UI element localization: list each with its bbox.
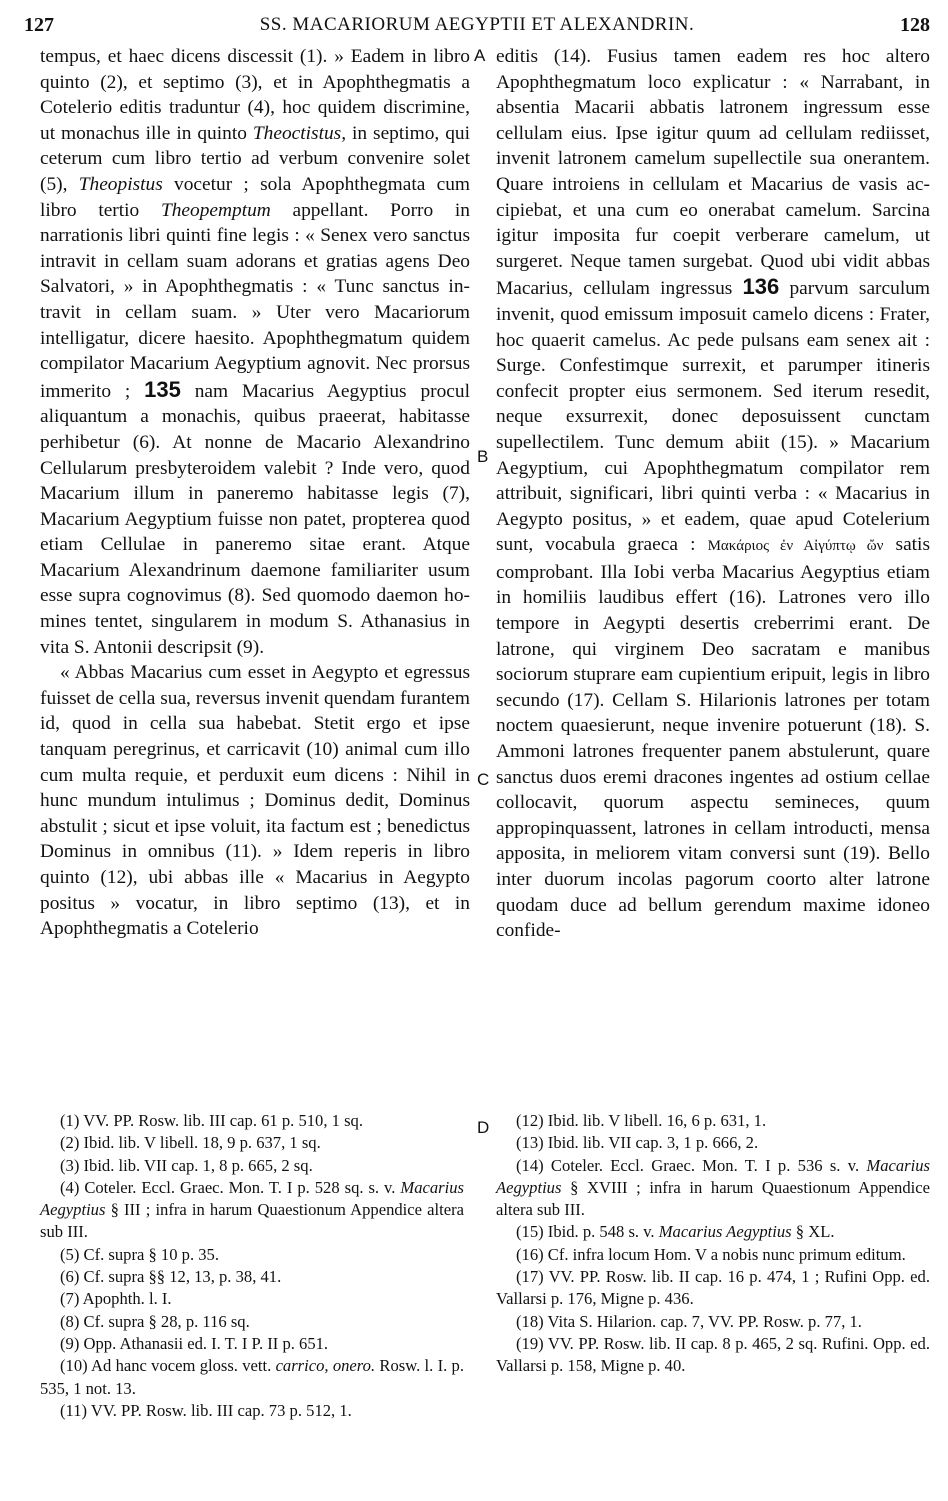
footnotes-left-column	[40, 1110, 464, 1422]
margin-letter-d: D	[477, 1118, 490, 1137]
greek-phrase: Μακάριος ἐν Αἰγύπτῳ ὤν	[707, 538, 884, 555]
main-text-right-column	[496, 44, 930, 944]
paragraph: editis (14). Fusius tamen eadem res hoc altero Apophthegmatum loco explicatur : « Narrabant, in absentia Macarii abbatis latronem ingressum esse cellulam eius. Ipse igitur quum ad cellulam rediisset, invenit latronem camelum supellectile sua onerantem. Quare introiens in cellulam et Macarius de vasis accipiebat, et una cum eo onerabat camelum. Sarcina igitur imposita fur coepit verberare camelum, ut surgeret. Neque tamen surgebat. Quod ubi vidit abbas Macarius, cellulam ingressus 136 parvum sarculum invenit, quod emissum imposuit camelo dicens : Frater, hoc quaerit camelus. Ac pede pulsans eam senex ait : Surge. Confestimque surrexit, et parumper itineris confecit propter eius sermonem. Sed iterum resedit, neque exsurrexit, donec deposuissent cunctam supellectilem. Tunc demum abiit (15). » Macarium Aegyptium, cui Apophthegmatum compilator rem attribuit, significari, libri quinti verba : « Macarius in Aegypto positus, » et eadem, quae apud Cotelerium sunt, vocabula graeca : Μακάριος ἐν Αἰγύπτῳ ὤν satis comprobant. Illa Iobi verba Macarius Aegyptius etiam in homiliis laudibus effert (16). Latrones vero illo tempore in Aegypti desertis creberrimi erant. De latrone, qui virginem Deo sacratam e manibus sociorum stuprare eam cupientium eripuit, legis in libro secundo (17). Cellam S. Hilarionis latrones per totam noctem quaesierunt, neque invenire potuerunt (18). S. Ammoni latrones frequenter panem abstulerunt, quare sanctus duos eremi dracones ingentes ad ostium cellae collocavit, quorum aspectu semineces, quum appropinquassent, latrones in cellam introducti, mensa apposita, in meliorem vitam conversi sunt (19). Bello inter duorum incolas pagorum coorto alter latrone quodam duce ad bellum gerendum maxime idoneo confide-	[496, 46, 930, 942]
footnote: (8) Cf. supra § 28, p. 116 sq.	[60, 1311, 250, 1331]
running-title: SS. MACARIORUM AEGYPTII ET ALEXANDRIN.	[259, 14, 695, 35]
footnote: (12) Ibid. lib. V libell. 16, 6 p. 631, 1.	[516, 1111, 767, 1130]
footnotes-right-column	[496, 1110, 930, 1378]
footnote: (1) VV. PP. Rosw. lib. III cap. 61 p. 510, 1 sq.	[60, 1111, 363, 1130]
footnote: (14) Coteler. Eccl. Graec. Mon. T. I p. 536 s. v. Macarius Aegyptius § XVIII ; infra in harum Quaestionum Appendice altera sub III.	[496, 1155, 930, 1220]
footnote: (18) Vita S. Hilarion. cap. 7, VV. PP. Rosw. p. 77, 1.	[516, 1311, 862, 1331]
paragraph: tempus, et haec dicens discessit (1). » Eadem in libro quinto (2), et septimo (3), et in Apophthegmatis a Cotelerio editis traduntur (4), hoc quidem discrimine, ut monachus ille in quinto Theoctistus, in septimo, qui ceterum cum libro tertio ad verbum convenire solet (5), Theopistus vocetur ; sola Apophthegmata cum libro tertio Theopemptum appellant. Porro in narrationis libri quinti fine legis : « Senex vero sanctus intravit in cellam suam adorans et gratias agens Deo Salvatori, » in Apophthegmatis : « Tunc sanctus intravit in cellam suam. » Uter vero Macariorum intelligatur, dicere haesito. Apophthegmatum quidem compilator Macarium Aegyptium agnovit. Nec prorsus immerito ; 135 nam Macarius Aegyptius procul aliquantum a monachis, quibus praeerat, habitasse perhibetur (6). At nonne de Macario Alexandrino Cellularum presbyteroidem valebit ? Inde vero, quod Macarium illum in paneremo habitasse legis (7), Macarium Aegyptium fuisse non patet, propterea quod etiam Cellulae in paneremo sitae erant. Atque Macarium Alexandrinum daemone familiariter usum esse supra cognovimus (8). Sed quomodo daemon homines tentet, singularem in modum S. Athanasius in vita S. Antonii descripsit (9).	[40, 46, 470, 658]
footnote: (9) Opp. Athanasii ed. I. T. I P. II p. 651.	[60, 1333, 329, 1353]
footnote: (11) VV. PP. Rosw. lib. III cap. 73 p. 512, 1.	[60, 1400, 352, 1420]
page-header	[24, 14, 930, 44]
paragraph: « Abbas Macarius cum esset in Aegypto et egressus fuisset de cella sua, reversus invenit quendam furantem id, quod in cella sua habebat. Stetit ergo et ipse tanquam peregrinus, et carricavit (10) animal cum illo cum multa requie, et perduxit eum dicens : Nihil in hunc mundum intulimus ; Dominus dedit, Dominus abstulit ; sicut et ipse voluit, ita factum est ; benedictus Dominus in omnibus (11). » Idem reperis in libro quinto (12), ubi abbas ille « Macarius in Aegypto positus » vocatur, in libro septimo (13), et in Apophthegmatis a Cotelerio	[40, 662, 470, 940]
marginal-page-number: 136	[742, 274, 780, 300]
page-number-left: 127	[24, 14, 54, 36]
marginal-page-number: 135	[144, 376, 181, 402]
footnote: (5) Cf. supra § 10 p. 35.	[60, 1244, 220, 1264]
footnote: (16) Cf. infra locum Hom. V a nobis nunc primum editum.	[516, 1244, 906, 1264]
footnote: (4) Coteler. Eccl. Graec. Mon. T. I p. 528 sq. s. v. Macarius Aegyptius § III ; infra in harum Quaestionum Appendice altera sub III.	[40, 1177, 464, 1242]
footnote: (17) VV. PP. Rosw. lib. II cap. 16 p. 474, 1 ; Rufini Opp. ed. Vallarsi p. 176, Migne p. 436.	[496, 1267, 930, 1309]
margin-letter-a: A	[474, 46, 486, 65]
page-number-right: 128	[900, 14, 930, 36]
margin-letter-b: B	[477, 447, 489, 466]
footnote: (13) Ibid. lib. VII cap. 3, 1 p. 666, 2.	[516, 1133, 759, 1153]
footnote: (6) Cf. supra §§ 12, 13, p. 38, 41.	[60, 1267, 282, 1287]
footnote: (19) VV. PP. Rosw. lib. II cap. 8 p. 465, 2 sq. Rufini. Opp. ed. Vallarsi p. 158, Migne p. 40.	[496, 1333, 930, 1376]
main-text-left-column	[40, 44, 470, 942]
footnote: (3) Ibid. lib. VII cap. 1, 8 p. 665, 2 sq.	[60, 1155, 313, 1175]
footnote: (15) Ibid. p. 548 s. v. Macarius Aegyptius § XL.	[516, 1222, 835, 1242]
footnote: (7) Apophth. l. I.	[60, 1289, 172, 1309]
margin-letter-c: C	[477, 770, 490, 789]
footnote: (2) Ibid. lib. V libell. 18, 9 p. 637, 1 sq.	[60, 1133, 321, 1153]
footnote: (10) Ad hanc vocem gloss. vett. carrico, onero. Rosw. l. I. p. 535, 1 not. 13.	[40, 1356, 464, 1398]
